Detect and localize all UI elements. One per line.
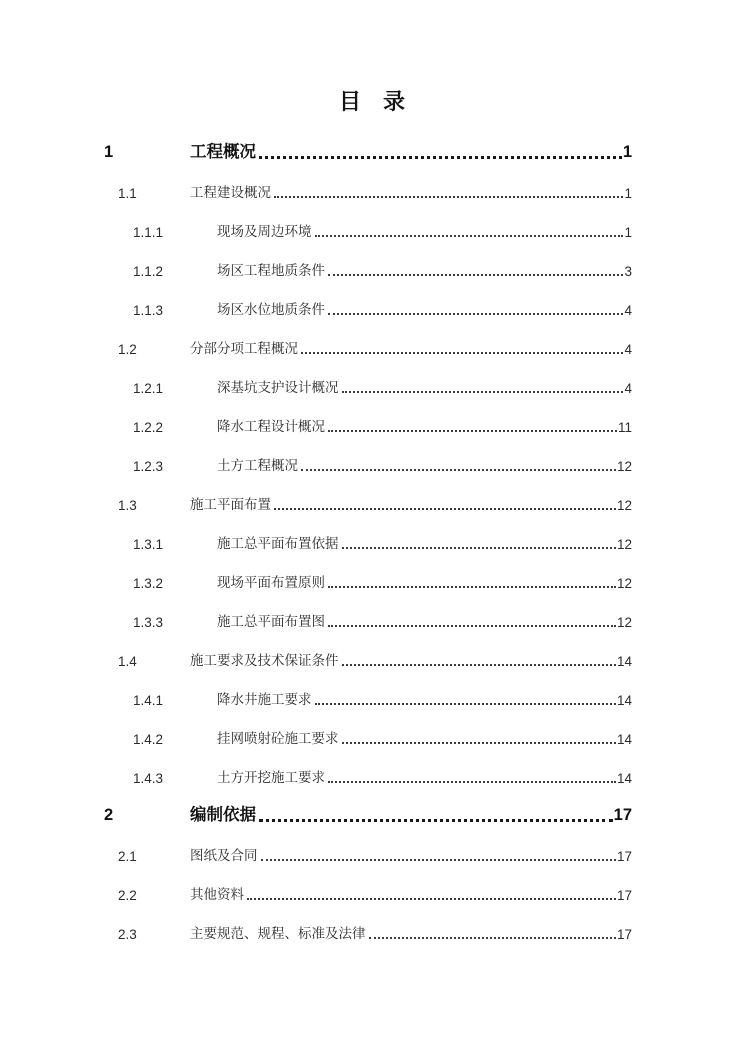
dot-leader [261,859,616,861]
toc-entry[interactable] [104,521,632,560]
dot-leader [259,819,613,822]
toc-entry-number: 1.3.1 [133,537,164,552]
toc-entry-number: 1.2.3 [133,459,164,474]
toc-entry[interactable] [104,833,632,872]
toc-entry[interactable] [104,248,632,287]
toc-entry-number: 1.2.1 [133,381,164,396]
toc-list [104,131,632,950]
toc-entry-number: 1.3.3 [133,615,164,630]
toc-entry-page: 17 [616,888,632,903]
toc-entry-number: 2.1 [118,849,137,864]
toc-entry-title: 现场平面布置原则 [217,575,325,590]
toc-entry[interactable] [104,209,632,248]
toc-entry-number: 1.1.2 [133,264,164,279]
toc-entry[interactable] [104,170,632,209]
toc-entry-page: 12 [616,498,632,513]
toc-entry-title: 施工总平面布置图 [217,614,325,629]
toc-entry-title: 施工要求及技术保证条件 [190,653,339,668]
dot-leader [274,196,623,198]
toc-entry-number: 1.4 [118,654,137,669]
toc-entry-page: 14 [616,732,632,747]
toc-entry[interactable] [104,443,632,482]
toc-entry-page: 17 [616,927,632,942]
toc-title: 目 录 [338,89,405,114]
toc-entry-number: 2.3 [118,927,137,942]
dot-leader [328,625,616,627]
toc-entry[interactable] [104,638,632,677]
dot-leader [315,703,616,705]
toc-entry-title: 土方开挖施工要求 [217,770,325,785]
toc-entry-title: 分部分项工程概况 [190,341,298,356]
toc-entry-number: 1 [104,143,114,161]
toc-entry-number: 2 [104,806,114,824]
toc-entry-number: 1.3 [118,498,137,513]
toc-entry-title: 图纸及合同 [190,848,258,863]
toc-entry-title: 施工平面布置 [190,497,271,512]
toc-entry-page: 14 [616,693,632,708]
dot-leader [328,586,616,588]
toc-entry-number: 1.3.2 [133,576,164,591]
toc-entry-page: 17 [613,806,632,824]
toc-entry-number: 1.1 [118,186,137,201]
toc-entry[interactable] [104,677,632,716]
toc-entry[interactable] [104,599,632,638]
dot-leader [259,156,622,159]
toc-entry-title: 土方工程概况 [217,458,298,473]
toc-entry[interactable] [104,872,632,911]
toc-entry-page: 12 [616,576,632,591]
toc-entry-title: 主要规范、规程、标准及法律 [190,926,366,941]
toc-entry-title: 其他资料 [190,887,244,902]
toc-entry[interactable] [104,365,632,404]
toc-entry[interactable] [104,131,632,170]
dot-leader [369,937,616,939]
dot-leader [328,781,616,783]
toc-entry-page: 14 [616,654,632,669]
toc-entry-title: 挂网喷射砼施工要求 [217,731,339,746]
toc-entry[interactable] [104,482,632,521]
toc-entry-title: 降水工程设计概况 [217,419,325,434]
toc-entry-page: 3 [624,264,632,279]
toc-entry-number: 2.2 [118,888,137,903]
toc-entry-page: 11 [617,420,632,435]
dot-leader [342,742,616,744]
dot-leader [301,352,623,354]
dot-leader [342,547,616,549]
toc-entry-title: 场区水位地质条件 [217,302,325,317]
toc-entry-page: 12 [616,537,632,552]
toc-entry[interactable] [104,326,632,365]
toc-entry-number: 1.1.1 [133,225,164,240]
dot-leader [274,508,616,510]
toc-entry[interactable] [104,716,632,755]
toc-entry-title: 施工总平面布置依据 [217,536,339,551]
toc-entry-number: 1.1.3 [133,303,164,318]
dot-leader [342,391,624,393]
toc-entry[interactable] [104,560,632,599]
toc-entry-number: 1.2.2 [133,420,164,435]
toc-entry-page: 12 [616,459,632,474]
dot-leader [342,664,616,666]
toc-entry-title: 场区工程地质条件 [217,263,325,278]
toc-entry-title: 工程建设概况 [190,185,271,200]
toc-entry-page: 4 [624,342,632,357]
toc-entry-number: 1.4.3 [133,771,164,786]
toc-entry-title: 现场及周边环境 [217,224,312,239]
toc-entry-title: 降水井施工要求 [217,692,312,707]
dot-leader [328,430,617,432]
toc-entry-page: 4 [624,381,632,396]
toc-entry-page: 17 [616,849,632,864]
toc-entry-number: 1.2 [118,342,137,357]
dot-leader [315,235,624,237]
toc-entry-page: 1 [624,186,632,201]
toc-entry-page: 1 [624,225,632,240]
dot-leader [328,313,623,315]
toc-entry[interactable] [104,404,632,443]
toc-entry-page: 12 [616,615,632,630]
toc-entry-number: 1.4.1 [133,693,164,708]
toc-entry[interactable] [104,794,632,833]
toc-entry-page: 14 [616,771,632,786]
toc-entry[interactable] [104,287,632,326]
dot-leader [301,469,616,471]
toc-entry-title: 深基坑支护设计概况 [217,380,339,395]
dot-leader [328,274,623,276]
dot-leader [247,898,616,900]
toc-entry[interactable] [104,911,632,950]
toc-entry-number: 1.4.2 [133,732,164,747]
toc-entry-title: 编制依据 [190,806,256,824]
toc-entry-page: 4 [624,303,632,318]
toc-entry[interactable] [104,755,632,794]
toc-entry-title: 工程概况 [190,143,256,161]
toc-entry-page: 1 [622,143,632,161]
